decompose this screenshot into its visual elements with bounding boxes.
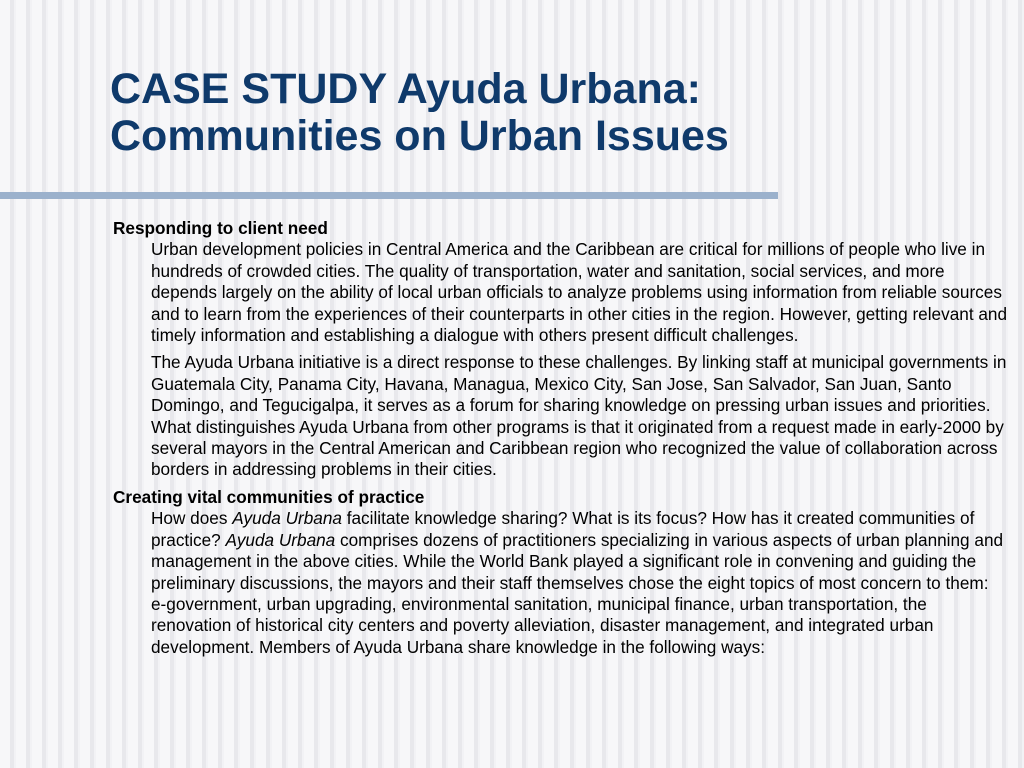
slide-body (113, 218, 1008, 658)
slide-title (110, 66, 990, 160)
section-heading-responding: Responding to client need (113, 218, 328, 238)
paragraph-text: comprises dozens of practitioners specializing in various aspects of urban planning and management in the above cities. While the World Bank played a significant role in convening and guiding the preliminary discussions, the mayors and their staff themselves chose the eight topics of most concern to them: e-government, urban upgrading, environmental sanitation, municipal finance, urban transportation, the renovation of historical city centers and poverty alleviation, disaster management, and integrated urban development. Members of Ayuda Urbana share knowledge in the following ways: (151, 529, 1004, 657)
paragraph-text: How does (151, 508, 233, 529)
paragraph-communities (151, 508, 1008, 658)
section-communities (113, 487, 1008, 658)
slide-title-line-2: Communities on Urban Issues (110, 112, 729, 160)
paragraph-text: facilitate knowledge sharing? What is its focus? How has it created communities of practice? (151, 508, 975, 550)
slide-title-line-1: CASE STUDY Ayuda Urbana: (110, 65, 701, 113)
program-name-italic: Ayuda Urbana (225, 529, 336, 550)
paragraph-policies: Urban development policies in Central America and the Caribbean are critical for millions of people who live in hundreds of crowded cities. The quality of transportation, water and sanitation, social services, and more depends largely on the ability of local urban officials to analyze problems using information from reliable sources and to learn from the experiences of their counterparts in other cities in the region. However, getting relevant and timely information and establishing a dialogue with others present difficult challenges. (151, 239, 1008, 346)
title-divider (0, 192, 778, 199)
section-responding (113, 218, 1008, 481)
program-name-italic: Ayuda Urbana (232, 508, 342, 529)
section-heading-communities: Creating vital communities of practice (113, 486, 425, 507)
paragraph-initiative: The Ayuda Urbana initiative is a direct response to these challenges. By linking staff at municipal governments in Guatemala City, Panama City, Havana, Managua, Mexico City, San Jose, San Salvador, San Juan, Santo Domingo, and Tegucigalpa, it serves as a forum for sharing knowledge on pressing urban issues and priorities. What distinguishes Ayuda Urbana from other programs is that it originated from a request made in early-2000 by several mayors in the Central American and Caribbean region who recognized the value of collaboration across borders in addressing problems in their cities. (151, 352, 1007, 480)
